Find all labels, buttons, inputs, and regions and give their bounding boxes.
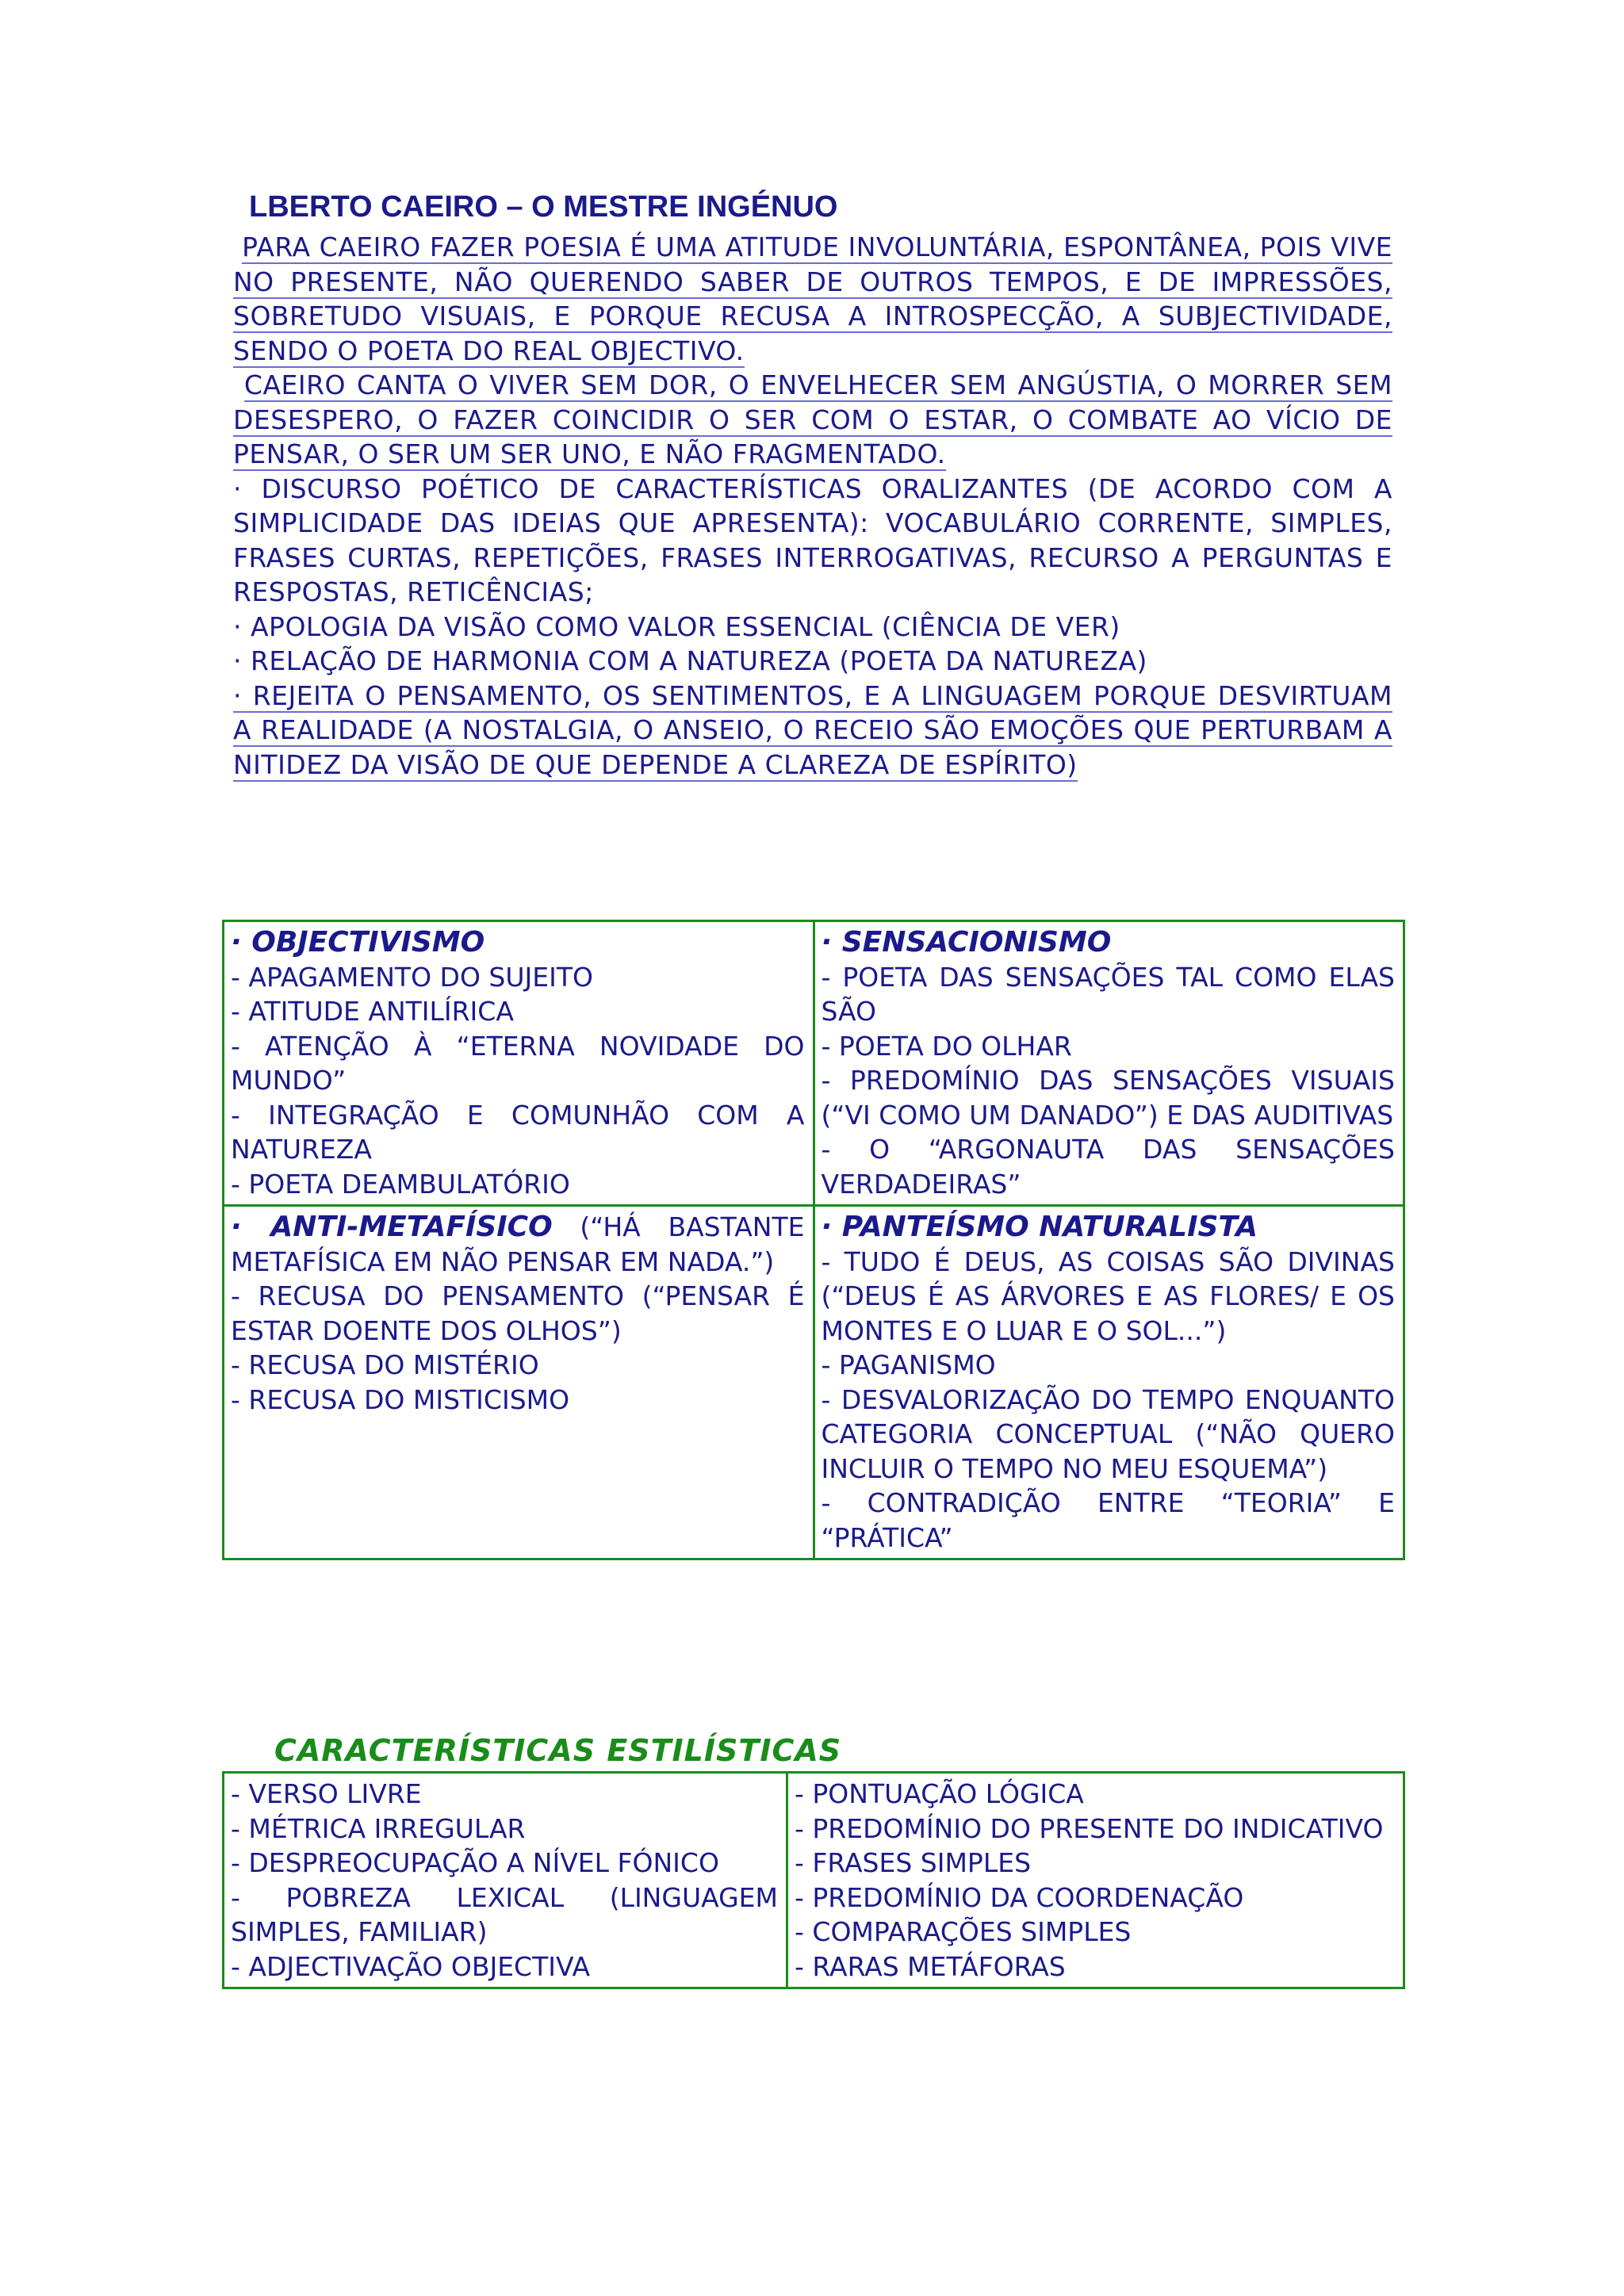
list-item: - DESPREOCUPAÇÃO A NÍVEL FÓNICO <box>231 1847 719 1878</box>
intro-bullet-oralizantes: · DISCURSO POÉTICO DE CARACTERÍSTICAS ORALIZANTES (DE ACORDO COM A SIMPLICIDADE DAS IDEIAS QUE APRESENTA): VOCABULÁRIO CORRENTE, SIMPLES, FRASES CURTAS, REPETIÇÕES, FRASES INTERROGATIVAS, RECURSO A PERGUNTAS E RESPOSTAS, RETICÊNCIAS; <box>233 473 1392 607</box>
list-item: - DESVALORIZAÇÃO DO TEMPO ENQUANTO CATEGORIA CONCEPTUAL (“NÃO QUERO INCLUIR O TEMPO NO MEU ESQUEMA”) <box>821 1383 1395 1484</box>
cell-objectivismo <box>224 921 814 1206</box>
intro-paragraph-2: CAEIRO CANTA O VIVER SEM DOR, O ENVELHECER SEM ANGÚSTIA, O MORRER SEM DESESPERO, O FAZER COINCIDIR O SER COM O ESTAR, O COMBATE AO VÍCIO DE PENSAR, O SER UM SER UNO, E NÃO FRAGMENTADO. <box>233 369 1392 469</box>
intro-bullet-natureza: · RELAÇÃO DE HARMONIA COM A NATUREZA (POETA DA NATUREZA) <box>233 645 1147 676</box>
cell-heading-line <box>231 1210 805 1279</box>
page-title: LBERTO CAEIRO – O MESTRE INGÉNUO <box>249 190 838 224</box>
list-item: - MÉTRICA IRREGULAR <box>231 1812 526 1844</box>
cell-heading: · PANTEÍSMO NATURALISTA <box>821 1211 1258 1243</box>
list-item: - RECUSA DO MISTICISMO <box>231 1383 570 1415</box>
list-item: - PREDOMÍNIO DAS SENSAÇÕES VISUAIS (“VI COMO UM DANADO”) E DAS AUDITIVAS <box>821 1065 1395 1131</box>
list-item: - RECUSA DO MISTÉRIO <box>231 1349 539 1380</box>
list-item: - POETA DAS SENSAÇÕES TAL COMO ELAS SÃO <box>821 961 1395 1027</box>
intro-text <box>233 230 1392 782</box>
list-item: - PONTUAÇÃO LÓGICA <box>795 1778 1084 1809</box>
list-item: - TUDO É DEUS, AS COISAS SÃO DIVINAS (“DEUS É AS ÁRVORES E AS FLORES/ E OS MONTES E O LUAR E O SOL...”) <box>821 1246 1395 1346</box>
list-item: - RARAS METÁFORAS <box>795 1950 1066 1982</box>
cell-heading: · ANTI-METAFÍSICO <box>231 1211 553 1243</box>
list-item: - POETA DEAMBULATÓRIO <box>231 1168 570 1200</box>
stylistic-right-cell <box>787 1773 1404 1988</box>
list-item: - POBREZA LEXICAL (LINGUAGEM SIMPLES, FAMILIAR) <box>231 1881 778 1947</box>
cell-antimetafisico <box>224 1206 814 1559</box>
list-item: - ADJECTIVAÇÃO OBJECTIVA <box>231 1950 591 1982</box>
cell-panteismo <box>814 1206 1404 1559</box>
list-item: - O “ARGONAUTA DAS SENSAÇÕES VERDADEIRAS” <box>821 1134 1395 1200</box>
list-item: - RECUSA DO PENSAMENTO (“PENSAR É ESTAR DOENTE DOS OLHOS”) <box>231 1280 805 1346</box>
characteristics-table <box>222 920 1405 1560</box>
list-item: - PAGANISMO <box>821 1349 996 1380</box>
list-item: - FRASES SIMPLES <box>795 1847 1032 1878</box>
cell-heading: · SENSACIONISMO <box>821 926 1112 959</box>
list-item: - VERSO LIVRE <box>231 1778 422 1809</box>
list-item: - PREDOMÍNIO DA COORDENAÇÃO <box>795 1881 1244 1913</box>
list-item: - POETA DO OLHAR <box>821 1030 1072 1062</box>
stylistic-heading: CARACTERÍSTICAS ESTILÍSTICAS <box>274 1733 842 1768</box>
list-item: - PREDOMÍNIO DO PRESENTE DO INDICATIVO <box>795 1812 1384 1844</box>
list-item: - INTEGRAÇÃO E COMUNHÃO COM A NATUREZA <box>231 1099 805 1165</box>
intro-paragraph-1: PARA CAEIRO FAZER POESIA É UMA ATITUDE INVOLUNTÁRIA, ESPONTÂNEA, POIS VIVE NO PRESENTE, NÃO QUERENDO SABER DE OUTROS TEMPOS, E DE IMPRESSÕES, SOBRETUDO VISUAIS, E PORQUE RECUSA A INTROSPECÇÃO, A SUBJECTIVIDADE, SENDO O POETA DO REAL OBJECTIVO. <box>233 232 1392 366</box>
stylistic-table <box>222 1771 1405 1989</box>
list-item: - ATENÇÃO À “ETERNA NOVIDADE DO MUNDO” <box>231 1030 805 1096</box>
cell-heading: · OBJECTIVISMO <box>231 926 485 959</box>
cell-heading-quote: (“HÁ BASTANTE METAFÍSICA EM NÃO PENSAR EM NADA.”) <box>231 1211 805 1277</box>
cell-sensacionismo <box>814 921 1404 1206</box>
list-item: - ATITUDE ANTILÍRICA <box>231 996 514 1027</box>
intro-bullet-rejeita: · REJEITA O PENSAMENTO, OS SENTIMENTOS, E A LINGUAGEM PORQUE DESVIRTUAM A REALIDADE (A NOSTALGIA, O ANSEIO, O RECEIO SÃO EMOÇÕES QUE PERTURBAM A NITIDEZ DA VISÃO DE QUE DEPENDE A CLAREZA DE ESPÍRITO) <box>233 679 1392 780</box>
stylistic-left-cell <box>224 1773 787 1988</box>
intro-bullet-visao: · APOLOGIA DA VISÃO COMO VALOR ESSENCIAL (CIÊNCIA DE VER) <box>233 610 1120 642</box>
list-item: - CONTRADIÇÃO ENTRE “TEORIA” E “PRÁTICA” <box>821 1487 1395 1553</box>
list-item: - APAGAMENTO DO SUJEITO <box>231 961 593 993</box>
list-item: - COMPARAÇÕES SIMPLES <box>795 1916 1132 1947</box>
